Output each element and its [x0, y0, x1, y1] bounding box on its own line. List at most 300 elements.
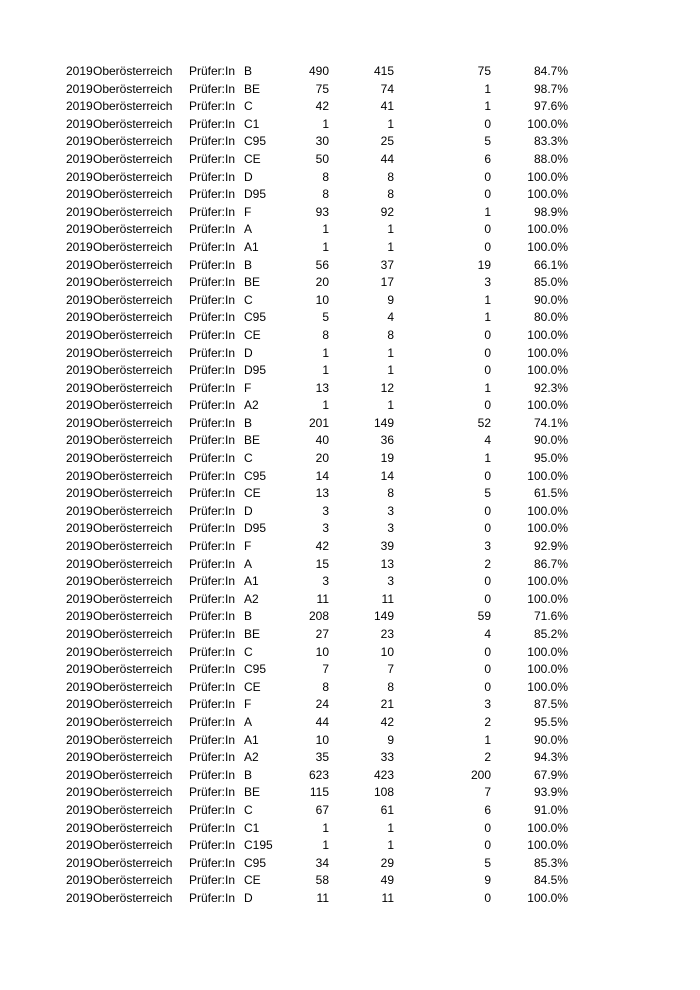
total-count-cell: 208 [308, 609, 329, 624]
license-class-cell: A2 [244, 591, 259, 606]
region-cell: Oberösterreich [93, 785, 173, 800]
pass-rate-cell: 98.7% [533, 81, 568, 96]
failed-count-cell: 0 [484, 239, 491, 254]
passed-count-cell: 44 [380, 151, 394, 166]
table-row [0, 133, 700, 151]
pass-rate-cell: 66.1% [533, 257, 568, 272]
license-class-cell: F [244, 697, 252, 712]
region-cell: Oberösterreich [93, 451, 173, 466]
pass-rate-cell: 100.0% [527, 838, 568, 853]
region-cell: Oberösterreich [93, 64, 173, 78]
region-cell: Oberösterreich [93, 855, 173, 870]
pass-rate-cell: 85.0% [533, 275, 568, 290]
table-row [0, 98, 700, 116]
examiner-cell: Prüfer:In [189, 644, 236, 659]
table-row [0, 362, 700, 380]
total-count-cell: 75 [315, 81, 329, 96]
total-count-cell: 8 [322, 169, 329, 184]
license-class-cell: C1 [244, 820, 260, 835]
year-cell: 2019 [66, 275, 93, 290]
examiner-cell: Prüfer:In [189, 151, 236, 166]
failed-count-cell: 1 [484, 732, 491, 747]
year-cell: 2019 [66, 732, 93, 747]
total-count-cell: 30 [315, 134, 329, 149]
pass-rate-cell: 85.2% [533, 627, 568, 641]
examiner-cell: Prüfer:In [189, 64, 236, 78]
pass-rate-cell: 80.0% [533, 310, 568, 325]
examiner-cell: Prüfer:In [189, 486, 236, 501]
license-class-cell: A1 [244, 732, 259, 747]
year-cell: 2019 [66, 556, 93, 571]
year-cell: 2019 [66, 187, 93, 202]
year-cell: 2019 [66, 767, 93, 782]
table-row [0, 503, 700, 521]
region-cell: Oberösterreich [93, 767, 173, 782]
examiner-cell: Prüfer:In [189, 363, 236, 378]
total-count-cell: 1 [322, 838, 329, 853]
table-row [0, 749, 700, 767]
passed-count-cell: 1 [387, 239, 394, 254]
region-cell: Oberösterreich [93, 116, 173, 131]
license-class-cell: C195 [244, 838, 273, 853]
examiner-cell: Prüfer:In [189, 503, 236, 518]
examiner-cell: Prüfer:In [189, 222, 236, 237]
table-row [0, 380, 700, 398]
total-count-cell: 20 [315, 451, 329, 466]
examiner-cell: Prüfer:In [189, 398, 236, 413]
license-class-cell: C [244, 99, 253, 114]
failed-count-cell: 3 [484, 539, 491, 554]
failed-count-cell: 5 [484, 855, 491, 870]
passed-count-cell: 9 [387, 732, 394, 747]
examiner-cell: Prüfer:In [189, 380, 236, 395]
region-cell: Oberösterreich [93, 820, 173, 835]
passed-count-cell: 33 [380, 750, 394, 765]
examiner-cell: Prüfer:In [189, 802, 236, 817]
license-class-cell: A [244, 556, 253, 571]
failed-count-cell: 0 [484, 662, 491, 677]
passed-count-cell: 37 [380, 257, 394, 272]
region-cell: Oberösterreich [93, 714, 173, 729]
total-count-cell: 13 [315, 380, 329, 395]
failed-count-cell: 52 [477, 415, 491, 430]
pass-rate-cell: 91.0% [533, 802, 568, 817]
license-class-cell: CE [244, 486, 261, 501]
passed-count-cell: 3 [387, 503, 394, 518]
year-cell: 2019 [66, 134, 93, 149]
total-count-cell: 35 [315, 750, 329, 765]
year-cell: 2019 [66, 468, 93, 483]
pass-rate-cell: 95.5% [533, 714, 568, 729]
license-class-cell: A1 [244, 574, 259, 589]
examiner-cell: Prüfer:In [189, 99, 236, 114]
pass-rate-cell: 87.5% [533, 697, 568, 712]
passed-count-cell: 3 [387, 574, 394, 589]
examiner-cell: Prüfer:In [189, 767, 236, 782]
license-class-cell: C1 [244, 116, 260, 131]
year-cell: 2019 [66, 64, 93, 78]
failed-count-cell: 1 [484, 204, 491, 219]
license-class-cell: BE [244, 627, 261, 641]
pass-rate-cell: 74.1% [533, 415, 568, 430]
total-count-cell: 1 [322, 222, 329, 237]
license-class-cell: C [244, 644, 253, 659]
license-class-cell: D [244, 169, 253, 184]
pass-rate-cell: 67.9% [533, 767, 568, 782]
year-cell: 2019 [66, 890, 93, 905]
pass-rate-cell: 100.0% [527, 644, 568, 659]
passed-count-cell: 1 [387, 345, 394, 360]
region-cell: Oberösterreich [93, 591, 173, 606]
year-cell: 2019 [66, 222, 93, 237]
year-cell: 2019 [66, 521, 93, 536]
total-count-cell: 8 [322, 187, 329, 202]
license-class-cell: C [244, 802, 253, 817]
total-count-cell: 27 [315, 627, 329, 641]
license-class-cell: CE [244, 873, 261, 888]
examiner-cell: Prüfer:In [189, 310, 236, 325]
total-count-cell: 58 [315, 873, 329, 888]
total-count-cell: 5 [322, 310, 329, 325]
total-count-cell: 8 [322, 327, 329, 342]
examiner-cell: Prüfer:In [189, 820, 236, 835]
pass-rate-cell: 100.0% [527, 679, 568, 694]
license-class-cell: BE [244, 433, 261, 448]
table-row [0, 820, 700, 838]
passed-count-cell: 1 [387, 222, 394, 237]
table-row [0, 450, 700, 468]
year-cell: 2019 [66, 99, 93, 114]
region-cell: Oberösterreich [93, 363, 173, 378]
pass-rate-cell: 92.9% [533, 539, 568, 554]
license-class-cell: BE [244, 81, 261, 96]
region-cell: Oberösterreich [93, 310, 173, 325]
examiner-cell: Prüfer:In [189, 609, 236, 624]
table-row [0, 345, 700, 363]
year-cell: 2019 [66, 486, 93, 501]
table-row [0, 556, 700, 574]
year-cell: 2019 [66, 310, 93, 325]
total-count-cell: 11 [316, 890, 329, 905]
total-count-cell: 623 [308, 767, 329, 782]
total-count-cell: 42 [315, 99, 329, 114]
region-cell: Oberösterreich [93, 433, 173, 448]
passed-count-cell: 42 [380, 714, 394, 729]
total-count-cell: 93 [315, 204, 329, 219]
passed-count-cell: 149 [373, 415, 394, 430]
region-cell: Oberösterreich [93, 503, 173, 518]
year-cell: 2019 [66, 697, 93, 712]
year-cell: 2019 [66, 345, 93, 360]
total-count-cell: 13 [315, 486, 329, 501]
passed-count-cell: 8 [387, 679, 394, 694]
examiner-cell: Prüfer:In [189, 890, 236, 905]
total-count-cell: 56 [315, 257, 329, 272]
failed-count-cell: 0 [484, 644, 491, 659]
license-class-cell: B [244, 257, 253, 272]
region-cell: Oberösterreich [93, 398, 173, 413]
failed-count-cell: 0 [484, 222, 491, 237]
failed-count-cell: 0 [484, 187, 491, 202]
table-row [0, 872, 700, 890]
license-class-cell: D [244, 503, 253, 518]
region-cell: Oberösterreich [93, 873, 173, 888]
failed-count-cell: 0 [484, 468, 491, 483]
region-cell: Oberösterreich [93, 134, 173, 149]
region-cell: Oberösterreich [93, 539, 173, 554]
license-class-cell: C [244, 292, 253, 307]
total-count-cell: 8 [322, 679, 329, 694]
failed-count-cell: 0 [484, 591, 491, 606]
year-cell: 2019 [66, 838, 93, 853]
passed-count-cell: 8 [387, 486, 394, 501]
failed-count-cell: 1 [484, 292, 491, 307]
total-count-cell: 20 [315, 275, 329, 290]
region-cell: Oberösterreich [93, 802, 173, 817]
region-cell: Oberösterreich [93, 574, 173, 589]
failed-count-cell: 1 [484, 451, 491, 466]
passed-count-cell: 108 [373, 785, 394, 800]
table-row [0, 432, 700, 450]
passed-count-cell: 41 [380, 99, 394, 114]
year-cell: 2019 [66, 855, 93, 870]
table-row [0, 274, 700, 292]
failed-count-cell: 3 [484, 697, 491, 712]
year-cell: 2019 [66, 398, 93, 413]
passed-count-cell: 8 [387, 327, 394, 342]
year-cell: 2019 [66, 644, 93, 659]
passed-count-cell: 423 [373, 767, 394, 782]
license-class-cell: B [244, 609, 253, 624]
year-cell: 2019 [66, 679, 93, 694]
examiner-cell: Prüfer:In [189, 838, 236, 853]
license-class-cell: CE [244, 151, 261, 166]
total-count-cell: 15 [315, 556, 329, 571]
year-cell: 2019 [66, 292, 93, 307]
year-cell: 2019 [66, 415, 93, 430]
year-cell: 2019 [66, 750, 93, 765]
total-count-cell: 1 [322, 398, 329, 413]
passed-count-cell: 12 [380, 380, 394, 395]
region-cell: Oberösterreich [93, 292, 173, 307]
region-cell: Oberösterreich [93, 556, 173, 571]
failed-count-cell: 0 [484, 890, 491, 905]
region-cell: Oberösterreich [93, 81, 173, 96]
license-class-cell: B [244, 64, 253, 78]
failed-count-cell: 5 [484, 486, 491, 501]
license-class-cell: CE [244, 679, 261, 694]
pass-rate-cell: 100.0% [527, 521, 568, 536]
license-class-cell: A [244, 222, 253, 237]
failed-count-cell: 1 [484, 81, 491, 96]
passed-count-cell: 1 [387, 820, 394, 835]
pass-rate-cell: 100.0% [527, 662, 568, 677]
passed-count-cell: 4 [387, 310, 394, 325]
examiner-cell: Prüfer:In [189, 81, 236, 96]
failed-count-cell: 0 [484, 363, 491, 378]
total-count-cell: 24 [315, 697, 329, 712]
failed-count-cell: 200 [470, 767, 491, 782]
total-count-cell: 3 [322, 521, 329, 536]
passed-count-cell: 29 [380, 855, 394, 870]
region-cell: Oberösterreich [93, 662, 173, 677]
examiner-cell: Prüfer:In [189, 169, 236, 184]
region-cell: Oberösterreich [93, 697, 173, 712]
total-count-cell: 34 [315, 855, 329, 870]
year-cell: 2019 [66, 609, 93, 624]
pass-rate-cell: 84.7% [533, 64, 568, 78]
failed-count-cell: 0 [484, 521, 491, 536]
region-cell: Oberösterreich [93, 99, 173, 114]
license-class-cell: C95 [244, 662, 267, 677]
total-count-cell: 7 [322, 662, 329, 677]
license-class-cell: BE [244, 275, 261, 290]
examiner-cell: Prüfer:In [189, 697, 236, 712]
pass-rate-cell: 100.0% [527, 591, 568, 606]
passed-count-cell: 1 [387, 116, 394, 131]
pass-rate-cell: 100.0% [527, 187, 568, 202]
passed-count-cell: 23 [380, 627, 394, 641]
total-count-cell: 67 [315, 802, 329, 817]
failed-count-cell: 0 [484, 169, 491, 184]
license-class-cell: C95 [244, 310, 267, 325]
failed-count-cell: 6 [484, 802, 491, 817]
table-row [0, 837, 700, 855]
total-count-cell: 10 [315, 292, 329, 307]
year-cell: 2019 [66, 591, 93, 606]
pass-rate-cell: 100.0% [527, 468, 568, 483]
examiner-cell: Prüfer:In [189, 873, 236, 888]
pass-rate-cell: 94.3% [533, 750, 568, 765]
examiner-cell: Prüfer:In [189, 415, 236, 430]
pass-rate-cell: 100.0% [527, 890, 568, 905]
year-cell: 2019 [66, 802, 93, 817]
table-row [0, 309, 700, 327]
region-cell: Oberösterreich [93, 521, 173, 536]
license-class-cell: C95 [244, 855, 267, 870]
examiner-cell: Prüfer:In [189, 679, 236, 694]
license-class-cell: F [244, 539, 252, 554]
year-cell: 2019 [66, 327, 93, 342]
pass-rate-cell: 88.0% [533, 151, 568, 166]
table-row [0, 591, 700, 609]
pass-rate-cell: 100.0% [527, 169, 568, 184]
passed-count-cell: 21 [380, 697, 394, 712]
table-row [0, 644, 700, 662]
table-row [0, 714, 700, 732]
examiner-cell: Prüfer:In [189, 204, 236, 219]
table-row [0, 81, 700, 99]
license-class-cell: B [244, 415, 253, 430]
passed-count-cell: 61 [380, 802, 394, 817]
year-cell: 2019 [66, 433, 93, 448]
passed-count-cell: 11 [381, 890, 394, 905]
failed-count-cell: 1 [484, 99, 491, 114]
table-row [0, 538, 700, 556]
examiner-cell: Prüfer:In [189, 433, 236, 448]
total-count-cell: 490 [308, 64, 329, 78]
total-count-cell: 1 [322, 345, 329, 360]
failed-count-cell: 0 [484, 820, 491, 835]
passed-count-cell: 10 [380, 644, 394, 659]
failed-count-cell: 0 [484, 345, 491, 360]
total-count-cell: 11 [316, 591, 329, 606]
pass-rate-cell: 90.0% [533, 292, 568, 307]
year-cell: 2019 [66, 151, 93, 166]
passed-count-cell: 3 [387, 521, 394, 536]
pass-rate-cell: 100.0% [527, 363, 568, 378]
pass-rate-cell: 90.0% [533, 732, 568, 747]
table-row [0, 767, 700, 785]
table-row [0, 116, 700, 134]
examiner-cell: Prüfer:In [189, 556, 236, 571]
table-row [0, 485, 700, 503]
pass-rate-cell: 100.0% [527, 574, 568, 589]
failed-count-cell: 75 [477, 64, 491, 78]
examiner-cell: Prüfer:In [189, 662, 236, 677]
license-class-cell: D95 [244, 363, 267, 378]
table-row [0, 608, 700, 626]
region-cell: Oberösterreich [93, 257, 173, 272]
year-cell: 2019 [66, 363, 93, 378]
year-cell: 2019 [66, 239, 93, 254]
failed-count-cell: 1 [484, 380, 491, 395]
pass-rate-cell: 61.5% [533, 486, 568, 501]
region-cell: Oberösterreich [93, 486, 173, 501]
failed-count-cell: 59 [477, 609, 491, 624]
examiner-cell: Prüfer:In [189, 750, 236, 765]
passed-count-cell: 25 [380, 134, 394, 149]
year-cell: 2019 [66, 81, 93, 96]
total-count-cell: 10 [315, 732, 329, 747]
pass-rate-cell: 71.6% [533, 609, 568, 624]
year-cell: 2019 [66, 539, 93, 554]
examiner-cell: Prüfer:In [189, 521, 236, 536]
total-count-cell: 3 [322, 503, 329, 518]
license-class-cell: CE [244, 327, 261, 342]
license-class-cell: F [244, 204, 252, 219]
total-count-cell: 1 [322, 820, 329, 835]
data-table [0, 63, 700, 908]
examiner-cell: Prüfer:In [189, 257, 236, 272]
passed-count-cell: 1 [387, 363, 394, 378]
examiner-cell: Prüfer:In [189, 714, 236, 729]
region-cell: Oberösterreich [93, 644, 173, 659]
pass-rate-cell: 100.0% [527, 239, 568, 254]
failed-count-cell: 7 [484, 785, 491, 800]
total-count-cell: 44 [315, 714, 329, 729]
license-class-cell: D95 [244, 187, 267, 202]
table-row [0, 802, 700, 820]
year-cell: 2019 [66, 204, 93, 219]
year-cell: 2019 [66, 873, 93, 888]
failed-count-cell: 3 [484, 275, 491, 290]
pass-rate-cell: 86.7% [533, 556, 568, 571]
year-cell: 2019 [66, 257, 93, 272]
year-cell: 2019 [66, 169, 93, 184]
table-row [0, 855, 700, 873]
failed-count-cell: 19 [477, 257, 491, 272]
region-cell: Oberösterreich [93, 609, 173, 624]
examiner-cell: Prüfer:In [189, 239, 236, 254]
examiner-cell: Prüfer:In [189, 345, 236, 360]
license-class-cell: BE [244, 785, 261, 800]
pass-rate-cell: 84.5% [533, 873, 568, 888]
table-row [0, 679, 700, 697]
failed-count-cell: 2 [484, 556, 491, 571]
passed-count-cell: 39 [380, 539, 394, 554]
year-cell: 2019 [66, 627, 93, 641]
